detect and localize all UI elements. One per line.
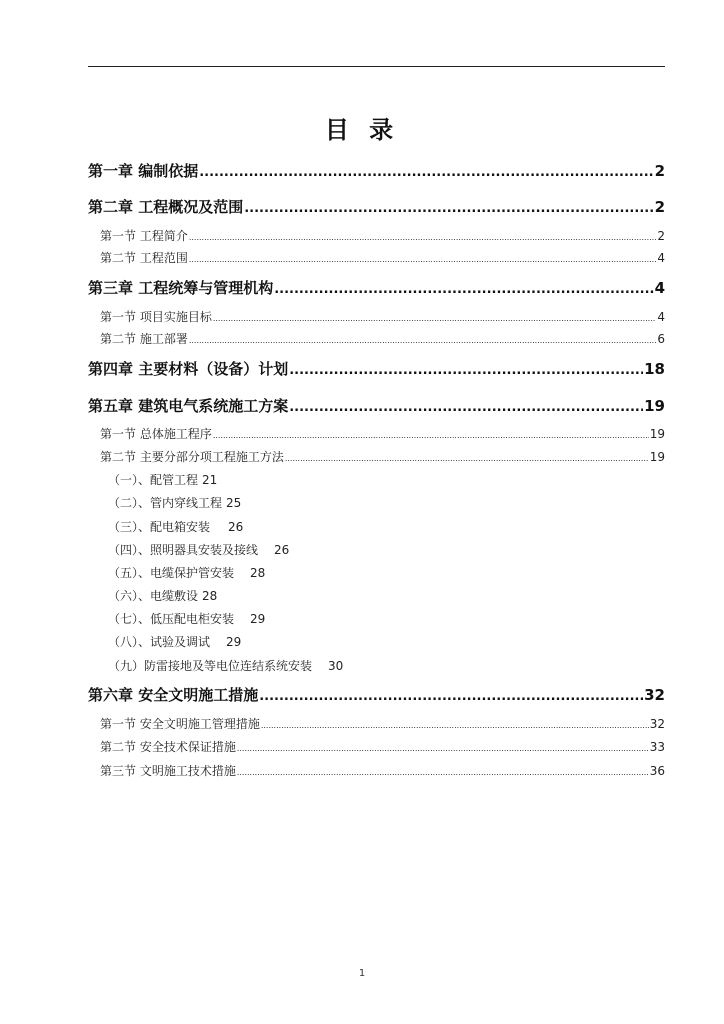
dot-leader [189,336,657,345]
toc-page-number: 29 [250,612,266,626]
toc-section[interactable] [100,249,665,266]
toc-chapter-1[interactable] [88,160,665,181]
toc-subitem-label: （四）、照明器具安装及接线 [108,543,259,557]
toc-page-number: 26 [274,543,290,557]
toc-title: 目 录 [324,116,400,144]
toc-subitem-label: （一）、配管工程 [108,473,199,487]
header-rule [88,66,665,67]
toc-section-label: 第二节 安全技术保证措施 [100,740,236,754]
toc-subitem[interactable] [108,564,265,581]
toc-page-number: 26 [228,520,244,534]
toc-subitem[interactable] [108,587,217,604]
toc-chapter-label: 第五章 建筑电气系统施工方案 [88,397,289,415]
toc-chapter-5[interactable] [88,395,665,416]
toc-page-number: 19 [649,450,665,464]
toc-page-number: 32 [644,686,665,704]
dot-leader [289,363,643,378]
toc-chapter-3[interactable] [88,277,665,298]
dot-leader [285,454,649,463]
toc-page-number: 36 [649,764,665,778]
dot-leader [213,431,649,440]
toc-page-number: 19 [649,427,665,441]
toc-section-label: 第一节 安全文明施工管理措施 [100,717,260,731]
toc-page-number: 28 [202,589,218,603]
toc-page-number: 2 [654,162,665,180]
dot-leader [189,255,657,264]
toc-subitem-label: （五）、电缆保护管安装 [108,566,235,580]
toc-subitem[interactable] [108,541,289,558]
dot-leader [261,721,649,730]
toc-page-number: 4 [654,279,665,297]
toc-chapter-label: 第三章 工程统筹与管理机构 [88,279,274,297]
toc-page-number: 2 [654,198,665,216]
toc-section-label: 第一节 工程简介 [100,229,188,243]
dot-leader [259,689,643,704]
toc-page-number: 6 [657,332,665,346]
toc-section-label: 第二节 主要分部分项工程施工方法 [100,450,284,464]
toc-chapter-2[interactable] [88,196,665,217]
toc-section[interactable] [100,715,665,732]
toc-subitem[interactable] [108,471,217,488]
toc-section[interactable] [100,448,665,465]
toc-subitem-label: （三）、配电箱安装 [108,520,211,534]
toc-subitem[interactable] [108,633,241,650]
dot-leader [189,233,657,242]
toc-section[interactable] [100,425,665,442]
toc-section-label: 第一节 项目实施目标 [100,310,212,324]
toc-subitem[interactable] [108,657,343,674]
toc-section-label: 第二节 施工部署 [100,332,188,346]
toc-subitem[interactable] [108,494,241,511]
toc-chapter-label: 第四章 主要材料（设备）计划 [88,360,289,378]
dot-leader [213,314,657,323]
toc-subitem[interactable] [108,518,243,535]
toc-section-label: 第二节 工程范围 [100,251,188,265]
toc-chapter-4[interactable] [88,358,665,379]
toc-page-number: 4 [657,310,665,324]
toc-section-label: 第三节 文明施工技术措施 [100,764,236,778]
dot-leader [289,400,643,415]
toc-chapter-label: 第一章 编制依据 [88,162,199,180]
toc-page-number: 18 [644,360,665,378]
toc-page-number: 25 [226,496,242,510]
toc-page-number: 30 [328,659,344,673]
toc-page-number: 21 [202,473,218,487]
toc-page-number: 2 [657,229,665,243]
toc-page-number: 32 [649,717,665,731]
toc-subitem-label: （八）、试验及调试 [108,635,211,649]
dot-leader [237,768,649,777]
toc-subitem-label: （二）、管内穿线工程 [108,496,223,510]
toc-page-number: 33 [649,740,665,754]
toc-subitem[interactable] [108,610,265,627]
dot-leader [199,165,653,180]
dot-leader [274,282,653,297]
toc-page-number: 4 [657,251,665,265]
toc-page-number: 28 [250,566,266,580]
toc-page-number: 29 [226,635,242,649]
toc-subitem-label: （九）防雷接地及等电位连结系统安装 [108,659,313,673]
toc-section[interactable] [100,308,665,325]
toc-subitem-label: （六）、电缆敷设 [108,589,199,603]
toc-section[interactable] [100,738,665,755]
page-number-footer: 1 [358,968,366,979]
toc-section-label: 第一节 总体施工程序 [100,427,212,441]
toc-chapter-label: 第六章 安全文明施工措施 [88,686,259,704]
toc-page-number: 19 [644,397,665,415]
toc-section[interactable] [100,227,665,244]
dot-leader [237,744,649,753]
toc-chapter-label: 第二章 工程概况及范围 [88,198,244,216]
toc-subitem-label: （七）、低压配电柜安装 [108,612,235,626]
dot-leader [244,201,653,216]
toc-section[interactable] [100,762,665,779]
toc-section[interactable] [100,330,665,347]
toc-chapter-6[interactable] [88,684,665,705]
